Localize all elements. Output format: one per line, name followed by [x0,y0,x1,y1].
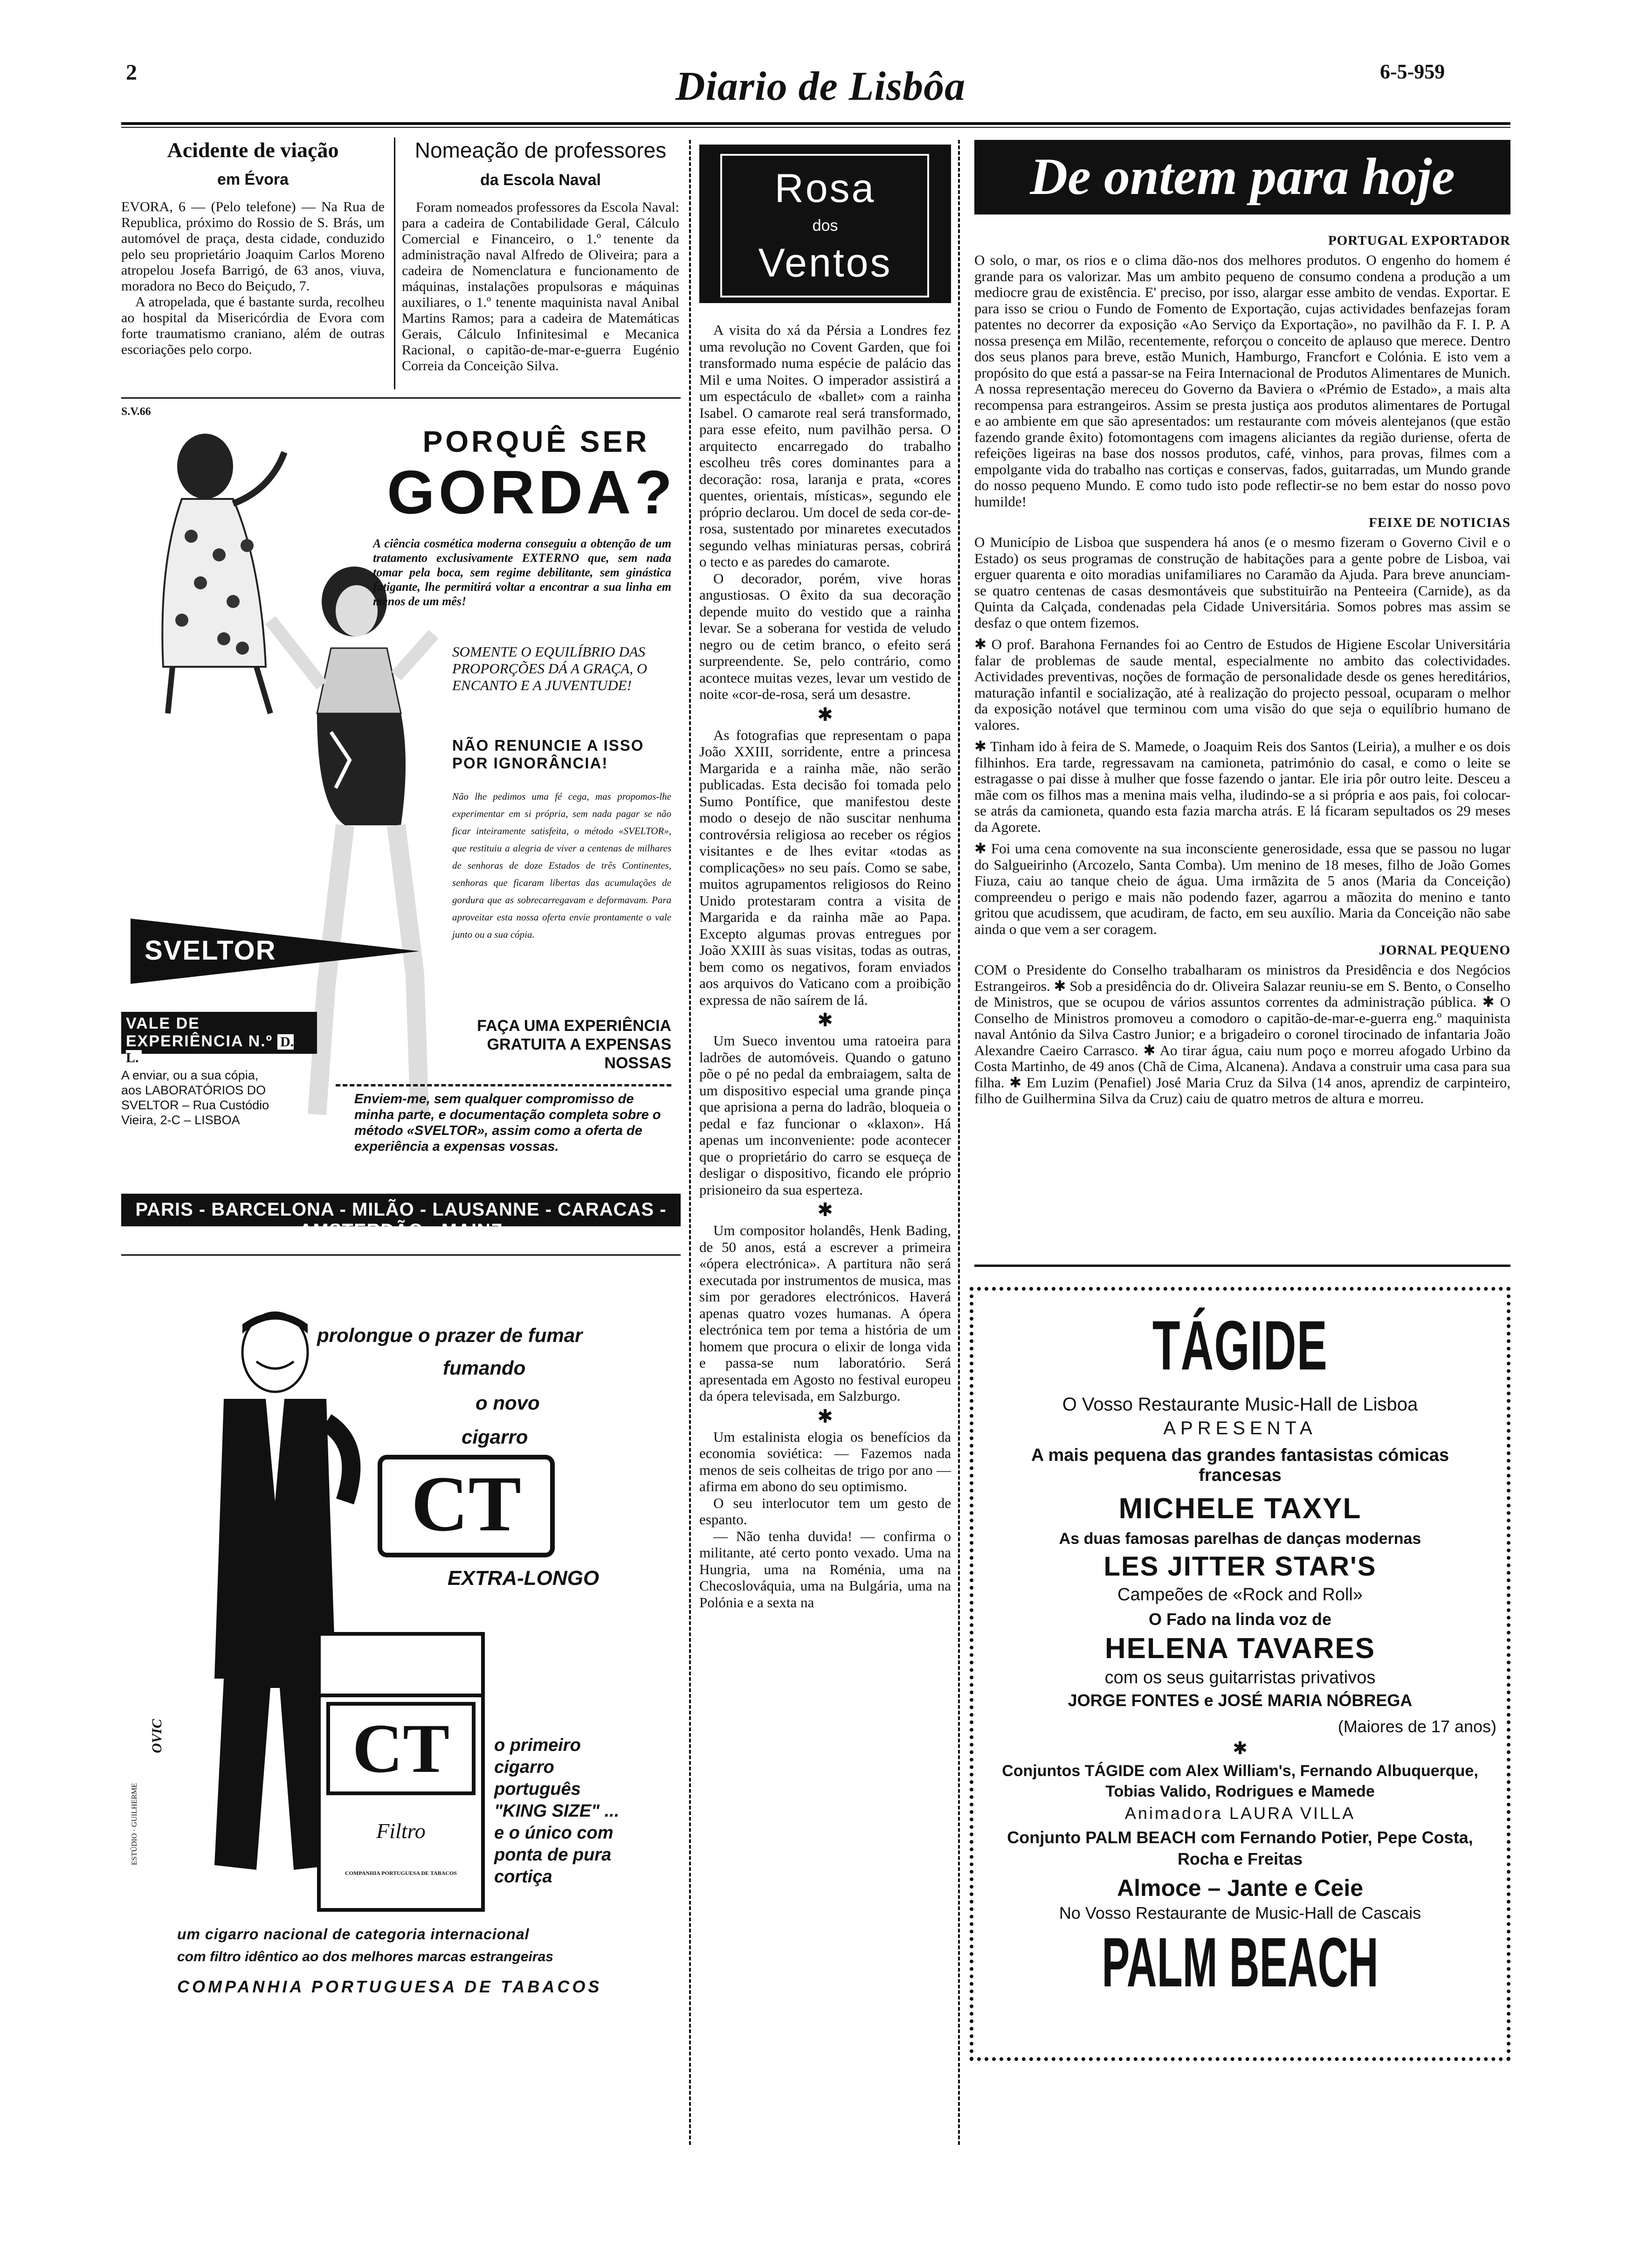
tagide-line-14: Animadora LAURA VILLA [1124,1804,1356,1823]
sveltor-free-trial: FAÇA UMA EXPERIÊNCIA GRATUITA A EXPENSAS NOSSAS [477,1017,671,1072]
sveltor-headline-2: GORDA? [387,458,676,526]
ct-credit-2: OVIC [149,1719,165,1753]
rosa-title-1: Rosa [774,166,876,211]
section-rule [121,1254,681,1256]
tagide-line-2: APRESENTA [1163,1418,1317,1438]
accident-article [121,138,385,358]
section-title-feixe: FEIXE DE NOTICIAS [1369,515,1510,530]
tagide-line-3: A mais pequena das grandes fantasistas cómicas francesas [1031,1445,1449,1485]
rosa-paragraph: As fotografias que representam o papa João XXIII, sorridente, entre a princesa Margarida e a rainha mãe, não serão publicadas. Esta decisão foi tomada pelo Sumo Pontífice, que manifestou deste modo o desejo de não suscitar nenhuma controvérsia religiosa ao receber os régios visitantes e de lhes evitar «todas as complicações» no seu país. Como se sabe, muitos agrupamentos religiosos do Reino Unido protestaram contra a visita de Margarida e da rainha mãe ao Papa. Excepto algumas provas entregues por João XXIII às suas visitas, todas as outras, bem como os negativos, foram enviados aos arquivos do Vaticano com a proibição expressa de não saírem de lá. [699,726,951,1008]
pack-logo: CT [326,1702,476,1795]
sveltor-send-to: A enviar, ou a sua cópia, aos LABORATÓRIOS DO SVELTOR – Rua Custódio Vieira, 2-C – LISBOA [121,1068,269,1127]
ct-credit: ESTÚDIO · GUILHERME [131,1783,138,1865]
accident-subtitle: em Évora [217,171,289,188]
tagide-line-10: com os seus guitarristas privativos [1104,1668,1376,1687]
tagide-line-5: As duas famosas parelhas de danças modernas [1059,1530,1421,1548]
accident-body: EVORA, 6 — (Pelo telefone) — Na Rua de Republica, próximo do Rossio de S. Brás, um automóvel de praça, desta cidade, conduzido pelo seu proprietário Joaquim Carlos Moreno atropelou Josefa Barrigó, de 63 anos, viuva, moradora no Beco do Beiçudo, 7. [121,199,385,294]
ct-slogan-4: cigarro [462,1426,528,1448]
star-separator: ✱ [817,1010,833,1030]
rosa-title-2: dos [812,217,838,235]
rosa-column [699,322,951,1611]
section-title-jornal: JORNAL PEQUENO [1379,943,1510,958]
cigarette-pack-top [317,1632,485,1697]
tagide-line-15: Conjunto PALM BEACH com Fernando Potier, Pepe Costa, Rocha e Freitas [1007,1828,1473,1868]
teachers-title: Nomeação de professores [414,138,667,162]
tagide-line-13: Conjuntos TÁGIDE com Alex William's, Fernando Albuquerque, Tobias Valido, Rodrigues e Mamede [1002,1762,1478,1800]
dashed-cut-line [336,1084,671,1086]
sveltor-headline-1: PORQUÊ SER [422,425,650,458]
rosa-border-right [958,140,963,2145]
header-rule-thin [121,127,1510,128]
rosa-paragraph: — Não tenha duvida! — confirma o militante, até certo ponto vexado. Uma na Hungria, uma na Roménia, uma na Checoslováquia, uma na Bulgária, uma na Polónia e a sexta na [699,1528,951,1611]
section-rule [974,1265,1510,1267]
sveltor-intro: A ciência cosmética moderna conseguiu a obtenção de um tratamento exclusivamente EXTERNO que, sem nada tomar pela boca, sem regime debilitante, sem ginástica fatigante, lhe permitirá voltar a encontrar a sua linha em menos de um mês! [373,537,671,608]
feixe-item: ✱ Foi uma cena comovente na sua inconsciente generosidade, essa que se passou no lugar do Salgueirinho (Arcozelo, Santa Comba). Um menino de 18 meses, filho de João Gomes Fiuza, caiu ao tanque cheio de água. Uma irmãzita de 5 anos (Maria da Conceição) compreendeu o perigo e mais não podendo fazer, agarrou a mãozita do menino e tanto gritou que acudissem, que acudiram, de facto, em seu auxílio. Maria da Conceição não sabe ainda o que vem a ser coragem. [974,840,1510,937]
rosa-paragraph: Um estalinista elogia os benefícios da economia soviética: — Fazemos nada menos de seis colheitas de trigo por ano — afirma em abono do seu optimismo. [699,1428,951,1494]
tagide-line-6: LES JITTER STAR'S [1103,1551,1377,1582]
tagide-ad [984,1306,1496,1999]
voucher-code: D. L. [126,1034,294,1065]
sveltor-brand: SVELTOR [145,935,276,966]
ct-slogan-3: o novo [476,1392,540,1414]
accident-title: Acidente de viação [167,138,339,162]
tagide-line-9: HELENA TAVARES [1104,1632,1376,1665]
header-rule [121,122,1510,125]
page-number: 2 [126,60,137,85]
tagide-line-4: MICHELE TAXYL [1118,1493,1362,1525]
sveltor-ad [121,406,681,1241]
teachers-body: Foram nomeados professores da Escola Naval: para a cadeira de Contabilidade Geral, Cálculo Comercial e Financeiro, o 1.º tenente da administração naval Alfredo de Oliveira; para a cadeira de Nomenclatura e funcionamento de máquinas, instalações propulsoras e máquinas auxiliares, o 1.º tenente maquinista naval Anibal Martins Ramos; para a cadeira de Matemáticas Gerais, Cálculo Infinitesimal e Mecanica Racional, o capitão-de-mar-e-guerra Eugénio Correia da Conceição Silva. [402,200,679,373]
jornal-body: COM o Presidente do Conselho trabalharam os ministros da Presidência e dos Negócios Estrangeiros. ✱ Sob a presidência do dr. Oliveira Salazar reuniu-se em S. Bento, o Conselho de Ministros, que se ocupou de vários assuntos correntes da administração pública. ✱ O Conselho de Ministros promoveu a comodoro o capitão-de-mar-e-guerra eng.º maquinista naval António da Silva Castro Junior; e a brigadeiro o coronel tirocinado de infantaria João Alexandre Caeiro Carrasco. ✱ Ao tirar água, caiu num poço e morreu afogado Urbino da Costa Martinho, de 49 anos (Chã de Cima, Alcanena). Andava a construir uma casa para sua filha. ✱ Em Luzim (Penafiel) José Maria Cruz da Silva (14 anos, aprendiz de carpinteiro, filho de Guilhermina Silva da Cruz) caiu de quatro metros de altura e morreu. [974,961,1510,1106]
tagide-line-17: No Vosso Restaurante de Music-Hall de Cascais [1059,1903,1421,1922]
tagide-line-12: (Maiores de 17 anos) [1338,1717,1496,1736]
ontem-title: De ontem para hoje [1030,148,1455,206]
ontem-column [974,233,1510,1107]
rosa-paragraph: Um Sueco inventou uma ratoeira para ladrões de automóveis. Quando o gatuno põe o pé no pedal da embraiagem, salta de um dispositivo especial uma grande pinça que aprisiona a perna do ladrão, bloqueia o pedal e faz funcionar o «klaxon». Há apenas um inconveniente: pode acontecer que o proprietário do carro se esqueça de desligar o dispositivo, ficando ele próprio prisioneiro da sua esperteza. [699,1032,951,1198]
star-separator: ✱ [817,1405,833,1427]
tagide-line-11: JORGE FONTES e JOSÉ MARIA NÓBREGA [1068,1691,1413,1710]
ct-slogan-1: prolongue o prazer de fumar [317,1324,583,1346]
star-separator: ✱ [817,1199,833,1220]
tagide-line-16: Almoce – Jante e Ceie [1117,1875,1364,1901]
ct-extra-longo: EXTRA-LONGO [448,1567,600,1590]
pack-filter: Filtro [376,1819,426,1843]
teachers-subtitle: da Escola Naval [480,171,601,189]
rosa-paragraph: Um compositor holandês, Henk Bading, de 50 anos, está a escrever a primeira «ópera electrónica». A partitura não será executada por instrumentos de musica, mas sim por geradores electrónicos. Haverá apenas quatro vozes humanas. A ópera electrónica tem por tema a história de um homem que procura o elixir de longa vida e passa-se num laboratório. Será apresentada em Agosto no festival europeu da ópera televisada, em Salzburgo. [699,1222,951,1404]
ct-slogan-2: fumando [443,1357,526,1379]
feixe-item: ✱ Tinham ido à feira de S. Mamede, o Joaquim Reis dos Santos (Leiria), a mulher e os dois filhinhos. Era tarde, regressavam na camioneta, património do casal, e como o leite se estragasse o pai disse à mulher que fosse fazendo o jantar. Ele iria pôr outro leite. Desceu a mãe com os filhos mas a menina mais velha, iludindo-se a si própria e aos pais, foi colocar-se atrás da camioneta, quando esta fazia marcha atrás. E lá ficaram sepultados os 29 meses da Agorete. [974,738,1510,835]
section-title-exportador: PORTUGAL EXPORTADOR [1328,233,1510,248]
pack-company: COMPANHIA PORTUGUESA DE TABACOS [345,1870,457,1876]
ad-code: S.V.66 [121,406,151,418]
rosa-title-3: Ventos [758,241,892,285]
sveltor-cities: PARIS - BARCELONA - MILÃO - LAUSANNE - CARACAS - AMSTERDÃO - MAINZ [135,1199,667,1241]
tagide-line-1: O Vosso Restaurante Music-Hall de Lisboa [1062,1394,1418,1415]
sveltor-offer: Não lhe pedimos uma fé cega, mas propomos-lhe experimentar em si própria, sem nada pagar se não ficar inteiramente satisfeita, o método «SVELTOR», que restituiu a alegria de viver a centenas de milhares de senhoras de doze Estados de três Continentes, senhoras que ficaram libertas das acumulações de gordura que as sobrecarregavam e deformavam. Para aproveitar esta nossa oferta envie prontamente o vale junto ou a sua cópia. [452,791,671,940]
tagide-title: TÁGIDE [1152,1306,1328,1384]
palm-beach-logo: PALM BEACH [1102,1923,1379,2001]
exportador-body: O solo, o mar, os rios e o clima dão-nos dos melhores produtos. O engenho do homem é grande para os valorizar. Mas um ambito pequeno de consumo condena a produção a um mediocre grau de existência. E' preciso, por isso, alargar esse ambito de vendas. Exportar. E para isso se criou o Fundo de Fomento de Exportação, cujas actividades benfazejas foram patentes no decorrer da exposição «Ao Serviço da Exportação», no pavilhão da F. I. P. A nossa presença em Milão, recentemente, reforçou o conceito de aplauso que merece. Dentro dos seus planos para breve, estão Munich, Hamburgo, Francfort e Colónia. E isto vem a propósito do que está a passar-se na Feira Internacional de Produtos Alimentares de Munich. A nossa representação mereceu do Governo da Baviera o «Prémio de Estado», a mais alta recompensa para estrangeiros. Assim se presta justiça aos produtos alimentares de Portugal e ao ambiente em que são apresentados: um restaurante com móveis alentejanos (que estão fazendo grande êxito) fotomontagens com imagens aliciantes da região duriense, oferta de refeições ligeiras na base dos nossos produtos, café, vinhos, para provas, filmes com a empolgante vida do trabalho nas cortiças e conservas, fados, guitarradas, um Mundo grande do nosso pequeno Mundo. E como tudo isto pode reflectir-se no bem estar do nosso povo humilde! [974,252,1510,510]
page-date: 6-5-959 [1380,60,1445,83]
masthead: Diario de Lisbôa [675,64,966,109]
star-separator: ✱ [1233,1739,1248,1758]
tagide-line-7: Campeões de «Rock and Roll» [1117,1585,1363,1604]
section-rule [121,397,681,399]
star-separator: ✱ [817,704,833,725]
ct-logo: CT [411,1460,522,1548]
rosa-border-left [689,140,694,2145]
teachers-article [402,138,679,374]
ct-national: um cigarro nacional de categoria internacional [177,1926,530,1943]
tagide-line-8: O Fado na linda voz de [1148,1610,1332,1629]
sveltor-renounce: NÃO RENUNCIE A ISSO POR IGNORÂNCIA! [452,737,644,772]
ct-claim: o primeiro cigarro português "KING SIZE" ... e o único com ponta de pura cortiça [494,1736,620,1887]
ct-filter-claim: com filtro idêntico ao dos melhores marcas estrangeiras [177,1949,553,1964]
voucher-label: VALE DE EXPERIÊNCIA N.º [126,1015,273,1050]
accident-body-2: A atropelada, que é bastante surda, recolheu ao hospital da Misericórdia de Evora com forte traumatismo craniano, além de outras escoriações pelo corpo. [121,294,385,357]
rosa-paragraph: O seu interlocutor tem um gesto de espanto. [699,1494,951,1528]
col-divider [394,138,395,389]
feixe-item: O Município de Lisboa que suspendera há anos (e o mesmo fizeram o Governo Civil e o Estado) os seus programas de construção de habitações para a gente pobre de Lisboa, vai erguer quarenta e oito moradias unifamiliares no Caramão da Ajuda. Para breve anunciam-se quatro centenas de casas desmontáveis que substituirão na Penteeira (Carnide), as da Quinta da Calçada, condenadas pela Cidade Universitária. Somos pobres mas assim se desfaz o que ontem fizemos. [974,534,1510,631]
feixe-item: ✱ O prof. Barahona Fernandes foi ao Centro de Estudos de Higiene Escolar Universitária falar de problemas de saude mental, especialmente no ambito das colectividades. Actividades preventivas, noções de formação de personalidade desde os genes hereditários, maturação infantil e socialização, até à realização do projecto pessoal, ocuparam o melhor da exposição notável que terminou com uma visão do que seja o equilíbrio humano de valores. [974,636,1510,733]
rosa-paragraph: O decorador, porém, vive horas angustiosas. O êxito da sua decoração depende muito do vestido que a rainha levar. Se a soberana for vestida de veludo negro ou de cetim branco, o efeito será surpreendente. Se, pelo contrário, como acontece muitas vezes, levar um vestido de noite «cor-de-rosa, será um desastre. [699,570,951,702]
ct-ad [121,1268,681,2024]
sveltor-request: Enviem-me, sem qualquer compromisso de minha parte, e documentação completa sobre o método «SVELTOR», assim como a oferta de experiência a expensas vossas. [354,1092,661,1154]
ct-company: COMPANHIA PORTUGUESA DE TABACOS [177,1977,602,1996]
sveltor-quote: SOMENTE O EQUILÍBRIO DAS PROPORÇÕES DÁ A GRAÇA, O ENCANTO E A JUVENTUDE! [452,643,648,693]
rosa-paragraph: A visita do xá da Pérsia a Londres fez uma revolução no Covent Garden, que foi transformado numa espécie de palácio das Mil e uma Noites. O imperador assistirá a um espectáculo de «ballet» com a rainha Isabel. O camarote real será transformado, para esse efeito, num pavilhão persa. O arquitecto encarregado do trabalho escolheu três cores dominantes para a decoração: rosa, laranja e prata, «cores quentes, orientais, místicas», segundo ele próprio declarou. Um docel de seda cor-de-rosa, sustentado por minaretes executados segundo velhas miniaturas persas, cobrirá o tecto e as paredes do camarote. [699,322,951,570]
voucher-box[interactable] [121,1012,317,1065]
